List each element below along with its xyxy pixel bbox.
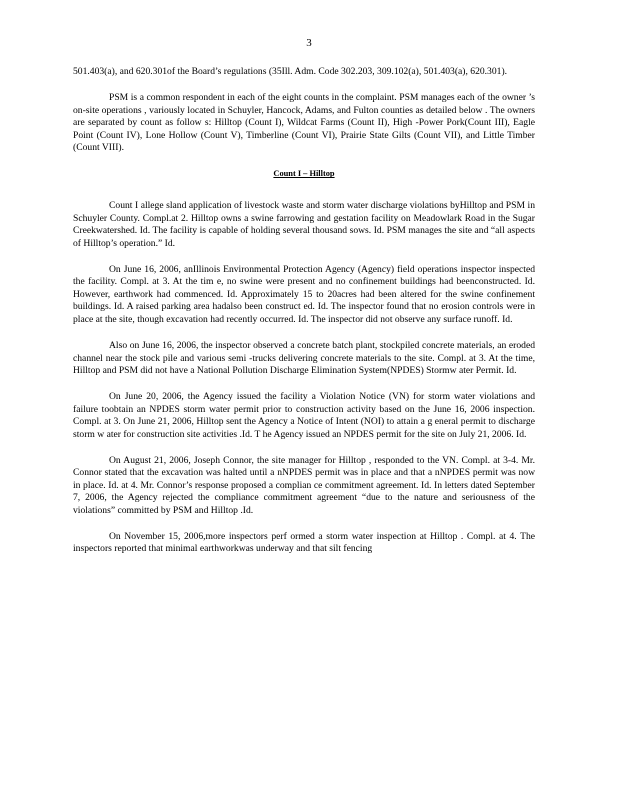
paragraph-june-16-inspection: On June 16, 2006, anIllinois Environmental Protection Agency (Agency) field operations inspector inspected the facility. Compl. at 3. At the tim e, no swine were present and no confinement buildings had beenconstructed. Id. However, earthwork had commenced. Id. Approximately 15 to 20acres had been altered for the swine confinement buildings. Id. A raised parking area hadalso been construct ed. Id. The inspector found that no erosion controls were in place at the site, though excavation had recently occurred. Id. The inspector did not observe any surface runoff. Id. bbox=[73, 264, 535, 325]
paragraph-august-response: On August 21, 2006, Joseph Connor, the site manager for Hilltop , responded to the VN. Compl. at 3-4. Mr. Connor stated that the excavation was halted until a nNPDES permit was in place and that a nNPDES permit was now in place. Id. at 4. Mr. Connor’s response proposed a complian ce commitment agreement. Id. In letters dated September 7, 2006, the Agency rejected the compliance commitment agreement “due to the nature and seriousness of the violations” committed by PSM and Hilltop .Id. bbox=[73, 454, 535, 516]
paragraph-regulations: 501.403(a), and 620.301of the Board’s regulations (35Ill. Adm. Code 302.203, 309.102(a), 501.403(a), 620.301). bbox=[73, 66, 508, 77]
section-heading-text: Count I – Hilltop bbox=[273, 169, 335, 179]
page-number: 3 bbox=[306, 37, 312, 49]
document-body bbox=[73, 66, 535, 570]
paragraph-november-inspection: On November 15, 2006,more inspectors perf ormed a storm water inspection at Hilltop . Compl. at 4. The inspectors reported that minimal earthworkwas underway and that silt fencing bbox=[73, 530, 535, 555]
paragraph-batch-plant: Also on June 16, 2006, the inspector observed a concrete batch plant, stockpiled concrete materials, an eroded channel near the stock pile and various semi -trucks delivering concrete materials to the site. Compl. at 3. At the time, Hilltop and PSM did not have a National Pollution Discharge Elimination System(NPDES) Stormw ater Permit. Id. bbox=[73, 340, 535, 376]
section-heading bbox=[73, 168, 535, 180]
paragraph-violation-notice: On June 20, 2006, the Agency issued the facility a Violation Notice (VN) for storm water violations and failure toobtain an NPDES storm water permit prior to construction activity based on the June 16, 2006 inspection. Compl. at 3. On June 21, 2006, Hilltop sent the Agency a Notice of Intent (NOI) to attain a g eneral permit to discharge storm w ater for construction site activities .Id. T he Agency issued an NPDES permit for the site on July 21, 2006. Id. bbox=[73, 391, 535, 440]
paragraph-psm-respondent: PSM is a common respondent in each of the eight counts in the complaint. PSM manages each of the owner ’s on-site operations , variously located in Schuyler, Hancock, Adams, and Fulton counties as detailed below . The owners are separated by count as follow s: Hilltop (Count I), Wildcat Farms (Count II), High -Power Pork(Count III), Eagle Point (Count IV), Lone Hollow (Count V), Timberline (Count VI), Prairie State Gilts (Count VII), and Little Timber (Count VIII). bbox=[73, 92, 535, 154]
paragraph-count-one: Count I allege sland application of livestock waste and storm water discharge violations byHilltop and PSM in Schuyler County. Compl.at 2. Hilltop owns a swine farrowing and gestation facility on Meadowlark Road in the Sugar Creekwatershed. Id. The facility is capable of holding several thousand sows. Id. PSM manages the site and “all aspects of Hilltop’s operation.” Id. bbox=[73, 200, 535, 249]
